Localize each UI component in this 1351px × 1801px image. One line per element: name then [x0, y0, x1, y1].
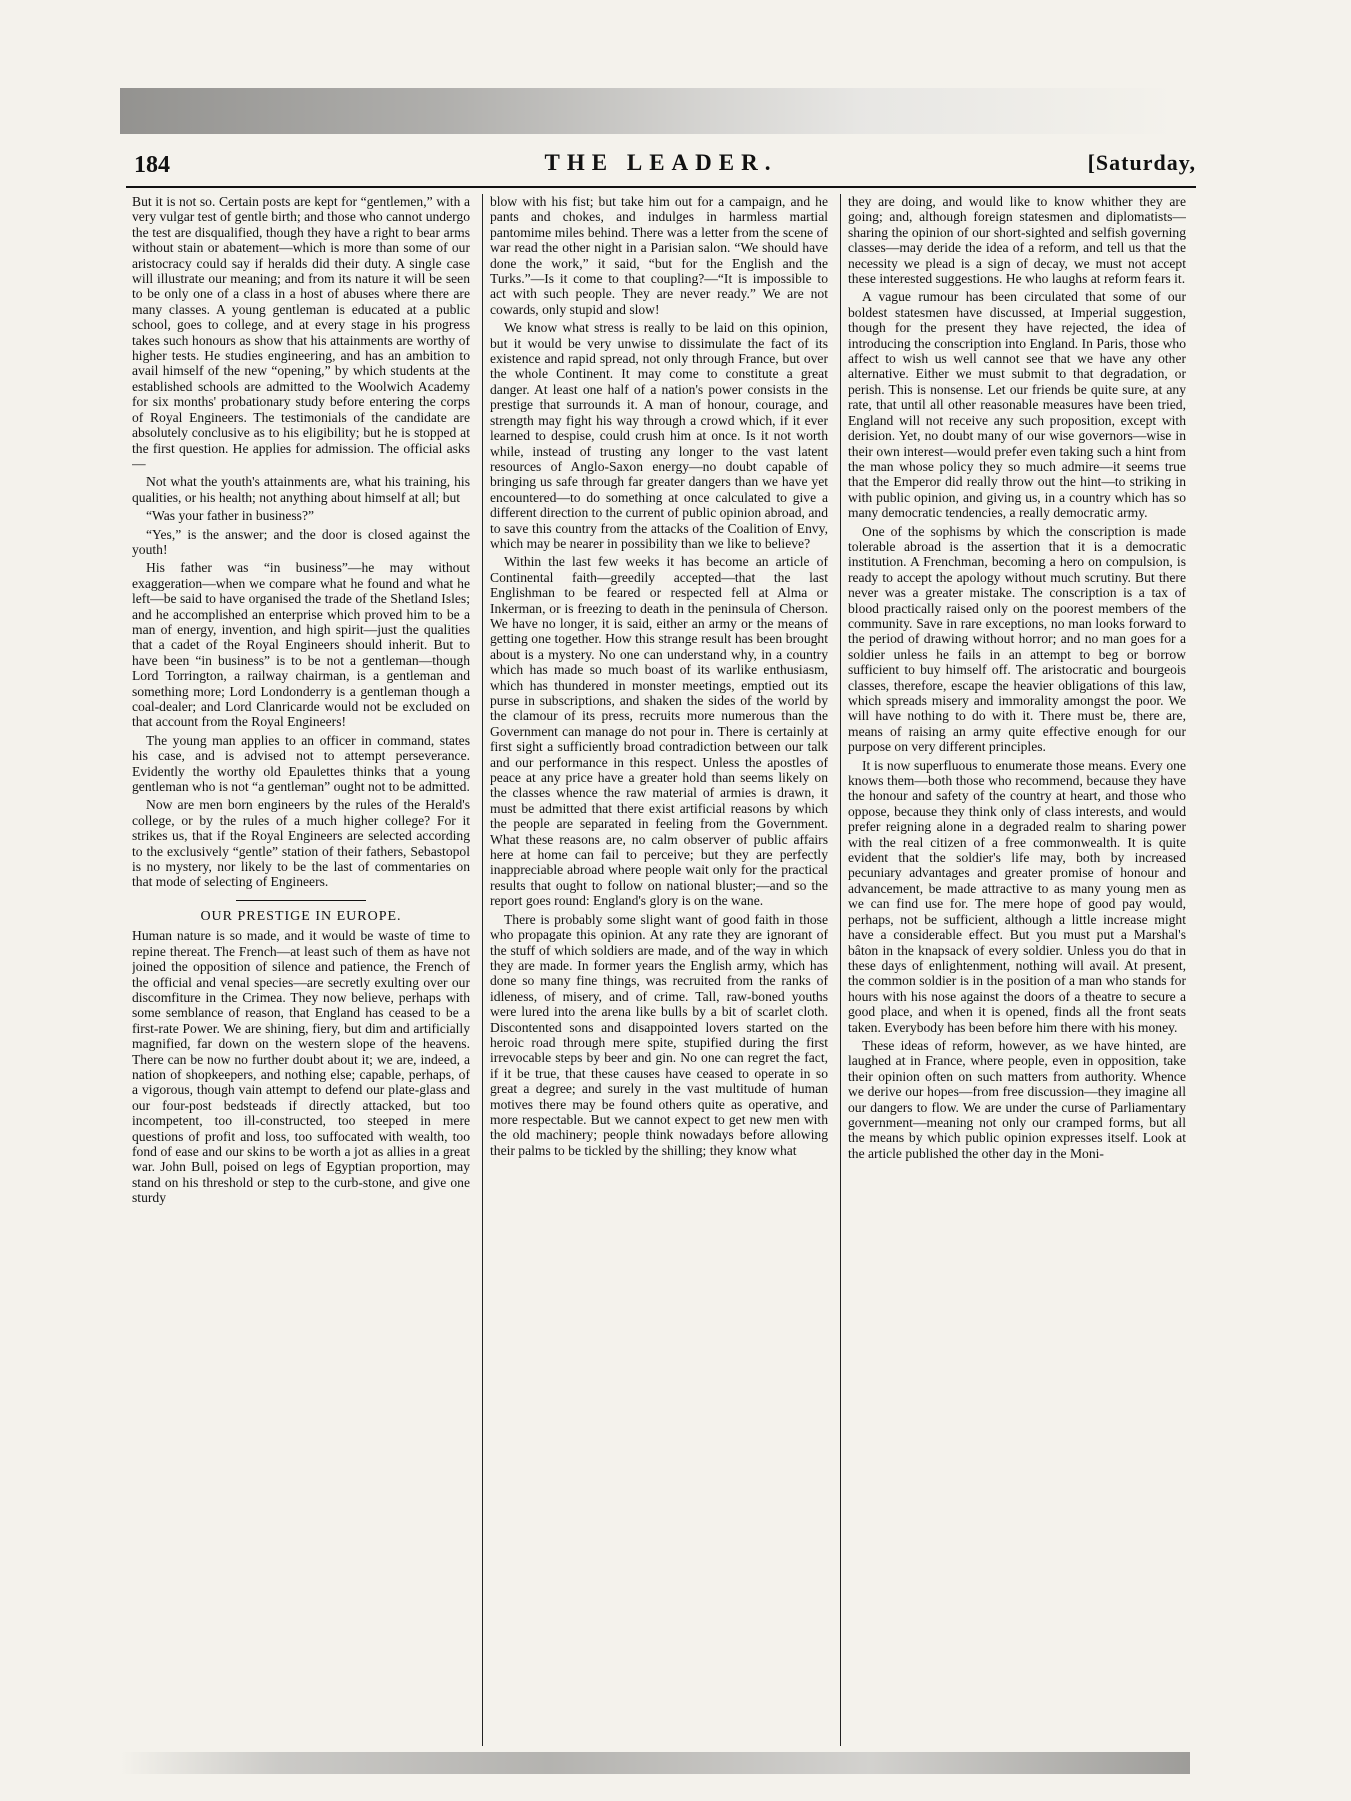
- paragraph: blow with his fist; but take him out for a campaign, and he pants and chokes, and indulges in harmless martial pantomime miles behind. There was a letter from the scene of war read the other night in a Parisian salon. “We should have done the work,” it said, “but for the English and the Turks.”—Is it come to that coupling?—“It is impossible to act with such people. They are never ready.” We are not cowards, only stupid and slow!: [490, 194, 828, 317]
- paragraph: Human nature is so made, and it would be waste of time to repine thereat. The French—at least such of them as have not joined the opposition of silence and patience, the French of the official and venal species—are secretly exulting over our discomfiture in the Crimea. They now believe, perhaps with some semblance of reason, that England has ceased to be a first-rate Power. We are shining, fiery, but dim and artificially magnified, far down on the western slope of the heavens. There can be now no further doubt about it; we are, indeed, a nation of shopkeepers, and nothing else; capable, perhaps, of a vigorous, though vain attempt to defend our plate-glass and our four-post bedsteads if directly attacked, but too incompetent, too ill-constructed, too steeped in mere questions of profit and loss, too suffocated with wealth, too fond of ease and our skins to be worth a jot as allies in a great war. John Bull, poised on legs of Egyptian proportion, may stand on his threshold or step to the curb-stone, and give one sturdy: [132, 928, 470, 1206]
- paragraph: It is now superfluous to enumerate those means. Every one knows them—both those who recommend, because they have the honour and safety of the country at heart, and those who oppose, because they think only of class interests, and would prefer reigning alone in a degraded realm to sharing power with the real citizen of a free commonwealth. It is quite evident that the soldier's life may, both by increased pecuniary advantages and greater promise of honour and advancement, be made attractive to as many young men as we can find use for. The mere hope of good pay would, perhaps, not be sufficient, although a little increase might have a considerable effect. But you must put a Marshal's bâton in the knapsack of every soldier. Unless you do that in these days of enlightenment, nothing will avail. At present, the common soldier is in the position of a man who stands for hours with his nose against the doors of a theatre to secure a good place, and when it is opened, finds all the front seats taken. Everybody has been before him there with his money.: [848, 757, 1186, 1035]
- paragraph: A vague rumour has been circulated that some of our boldest statesmen have discussed, at Imperial suggestion, though for the present they have rejected, the idea of introducing the conscription into England. In Paris, those who affect to wish us well cannot see that we have any other alternative. Either we must submit to that degradation, or perish. This is nonsense. Let our friends be quite sure, at any rate, that until all other reasonable measures have been tried, England will not receive any such proposition, except with derision. Yet, no doubt many of our wise governors—wise in their own interest—would prefer even taking such a hint from the man whose policy they so much admire—it seems true that the Emperor did really throw out the hint—to striking in with public opinion, and giving us, in a country which has so many democratic tendencies, a really democratic army.: [848, 289, 1186, 521]
- column-3: [848, 194, 1186, 1746]
- paragraph: Now are men born engineers by the rules of the Herald's college, or by the rules of a much higher college? For it strikes us, that if the Royal Engineers are selected according to the exclusively “gentle” station of their fathers, Sebastopol is no mystery, nor likely to be the last of commentaries on that mode of selecting of Engineers.: [132, 797, 470, 890]
- article-columns: [126, 194, 1196, 1746]
- column-1: [132, 194, 470, 1746]
- paragraph: But it is not so. Certain posts are kept for “gentlemen,” with a very vulgar test of gentle birth; and those who cannot undergo the test are disqualified, though they have a right to bear arms without stain or abatement—which is more than some of our aristocracy could say if heralds did their duty. A single case will illustrate our meaning; and from its nature it will be seen to be only one of a class in a host of abuses where there are many classes. A young gentleman is educated at a public school, goes to college, and at every stage in his progress takes such honours as show that his attainments are worthy of higher tests. He studies engineering, and has an ambition to avail himself of the new “opening,” by which students at the established schools are admitted to the Woolwich Academy for six months' probationary study before entering the corps of Royal Engineers. The testimonials of the candidate are absolutely conclusive as to his eligibility; but he is stopped at the first question. He applies for admission. The official asks—: [132, 194, 470, 471]
- paragraph: Not what the youth's attainments are, what his training, his qualities, or his health; not anything about himself at all; but: [132, 474, 470, 505]
- paragraph: One of the sophisms by which the conscription is made tolerable abroad is the assertion that it is a democratic institution. A Frenchman, becoming a hero on compulsion, is ready to accept the apology without much scrutiny. But there never was a greater mistake. The conscription is a tax of blood practically raised only on the poorest members of the community. Save in rare exceptions, no man looks forward to the period of drawing without horror; and no man goes for a soldier unless he fails in an attempt to beg or borrow sufficient to buy himself off. The aristocratic and bourgeois classes, therefore, escape the heavier obligations of this law, which spreads misery and immorality amongst the poor. We will have nothing to do with it. There must be, there are, means of raising an army quite effective enough for our purpose on very different principles.: [848, 523, 1186, 755]
- header-rule: [126, 186, 1196, 188]
- paragraph: Within the last few weeks it has become an article of Continental faith—greedily accepted—that the last Englishman to be feared or respected fell at Alma or Inkerman, or is freezing to death in the peninsula of Cherson. We have no longer, it is said, either an army or the means of getting one together. How this strange result has been brought about is a mystery. No one can understand why, in a country which has made so much boast of its warlike enthusiasm, which has thundered in monster meetings, emptied out its purse in subscriptions, and shaken the sides of the world by the clamour of its press, recruits more numerous than the Government can manage do not pour in. There is certainly at first sight a sufficiently broad contradiction between our talk and our performance in this respect. Unless the apostles of peace at any price have a greater hold than seems likely on the classes whence the raw material of armies is drawn, it must be admitted that there exist artificial reasons by which the people are separated in feeling from the Government. What these reasons are, no calm observer of public affairs here at home can fail to perceive; but they are perfectly inappreciable abroad where people wait only for the practical results that ought to follow on national bluster;—and so the report goes round: England's glory is on the wane.: [490, 554, 828, 909]
- paragraph: The young man applies to an officer in command, states his case, and is advised not to attempt perseverance. Evidently the worthy old Epaulettes thinks that a young gentleman who is not “a gentleman” ought not to be admitted.: [132, 732, 470, 795]
- paragraph: His father was “in business”—he may without exaggeration—when we compare what he found and what he left—be said to have organised the trade of the Shetland Isles; and he accomplished an enterprise which proved him to be a man of energy, invention, and high spirit—just the qualities that a cadet of the Royal Engineers should inherit. But to have been “in business” is to be not a gentleman—though Lord Torrington, a railway chairman, is a gentleman and something more; Lord Londonderry is a gentleman though a coal-dealer; and Lord Clanricarde would not be excluded on that account from the Royal Engineers!: [132, 560, 470, 730]
- paragraph: “Yes,” is the answer; and the door is closed against the youth!: [132, 526, 470, 557]
- page-number: 184: [134, 152, 170, 178]
- masthead-title: THE LEADER.: [544, 150, 778, 175]
- column-divider: [840, 194, 841, 1746]
- column-divider: [482, 194, 483, 1746]
- paragraph: they are doing, and would like to know whither they are going; and, although foreign statesmen and diplomatists—sharing the opinion of our short-sighted and selfish governing classes—may deride the idea of a reform, and tell us that the necessity we plead is a sign of decay, we must not accept these interested suggestions. He who laughs at reform fears it.: [848, 194, 1186, 287]
- column-2: [490, 194, 828, 1746]
- paragraph: We know what stress is really to be laid on this opinion, but it would be very unwise to dissimulate the fact of its existence and rapid spread, not only through France, but over the whole Continent. It may come to constitute a great danger. At least one half of a nation's power consists in the prestige that surrounds it. A man of honour, courage, and strength may fight his way through a crowd which, if it ever learned to despise, could crush him at once. Is it not worth while, instead of trusting any longer to the vast latent resources of Anglo-Saxon energy—no doubt capable of bringing us safe through far greater dangers than we have yet encountered—to do something at once calculated to give a different direction to the current of public opinion abroad, and to save this country from the attacks of the Coalition of Envy, which may be nearer in possibility than we like to believe?: [490, 320, 828, 551]
- paragraph: “Was your father in business?”: [146, 508, 315, 524]
- scan-artifact-top: [120, 88, 1180, 134]
- page-header: [126, 148, 1196, 184]
- scan-artifact-bottom: [120, 1752, 1190, 1774]
- section-rule: [236, 900, 366, 901]
- section-title: OUR PRESTIGE IN EUROPE.: [200, 908, 402, 924]
- issue-day: [Saturday,: [1087, 150, 1196, 175]
- paragraph: These ideas of reform, however, as we have hinted, are laughed at in France, where people, even in opposition, take their opinion often on such matters from authority. Whence we derive our hopes—from free discussion—they imagine all our dangers to flow. We are under the curse of Parliamentary government—meaning not only our cramped forms, but all the means by which public opinion expresses itself. Look at the article published the other day in the Moni-: [848, 1037, 1186, 1161]
- paragraph: There is probably some slight want of good faith in those who propagate this opinion. At any rate they are ignorant of the stuff of which soldiers are made, and of the way in which they are made. In former years the English army, which has done so many fine things, was recruited from the ranks of idleness, of misery, and of crime. Tall, raw-boned youths were lured into the arena like bulls by a bit of scarlet cloth. Discontented sons and disappointed lovers started on the heroic road through mere spite, stupified during the first irrevocable steps by beer and gin. No one can regret the fact, if it be true, that these causes have ceased to operate in so great a degree; and surely in the vast multitude of human motives there may be found others quite as operative, and more respectable. But we cannot expect to get new men with the old machinery; people think nowadays before allowing their palms to be tickled by the shilling; they know what: [490, 911, 828, 1158]
